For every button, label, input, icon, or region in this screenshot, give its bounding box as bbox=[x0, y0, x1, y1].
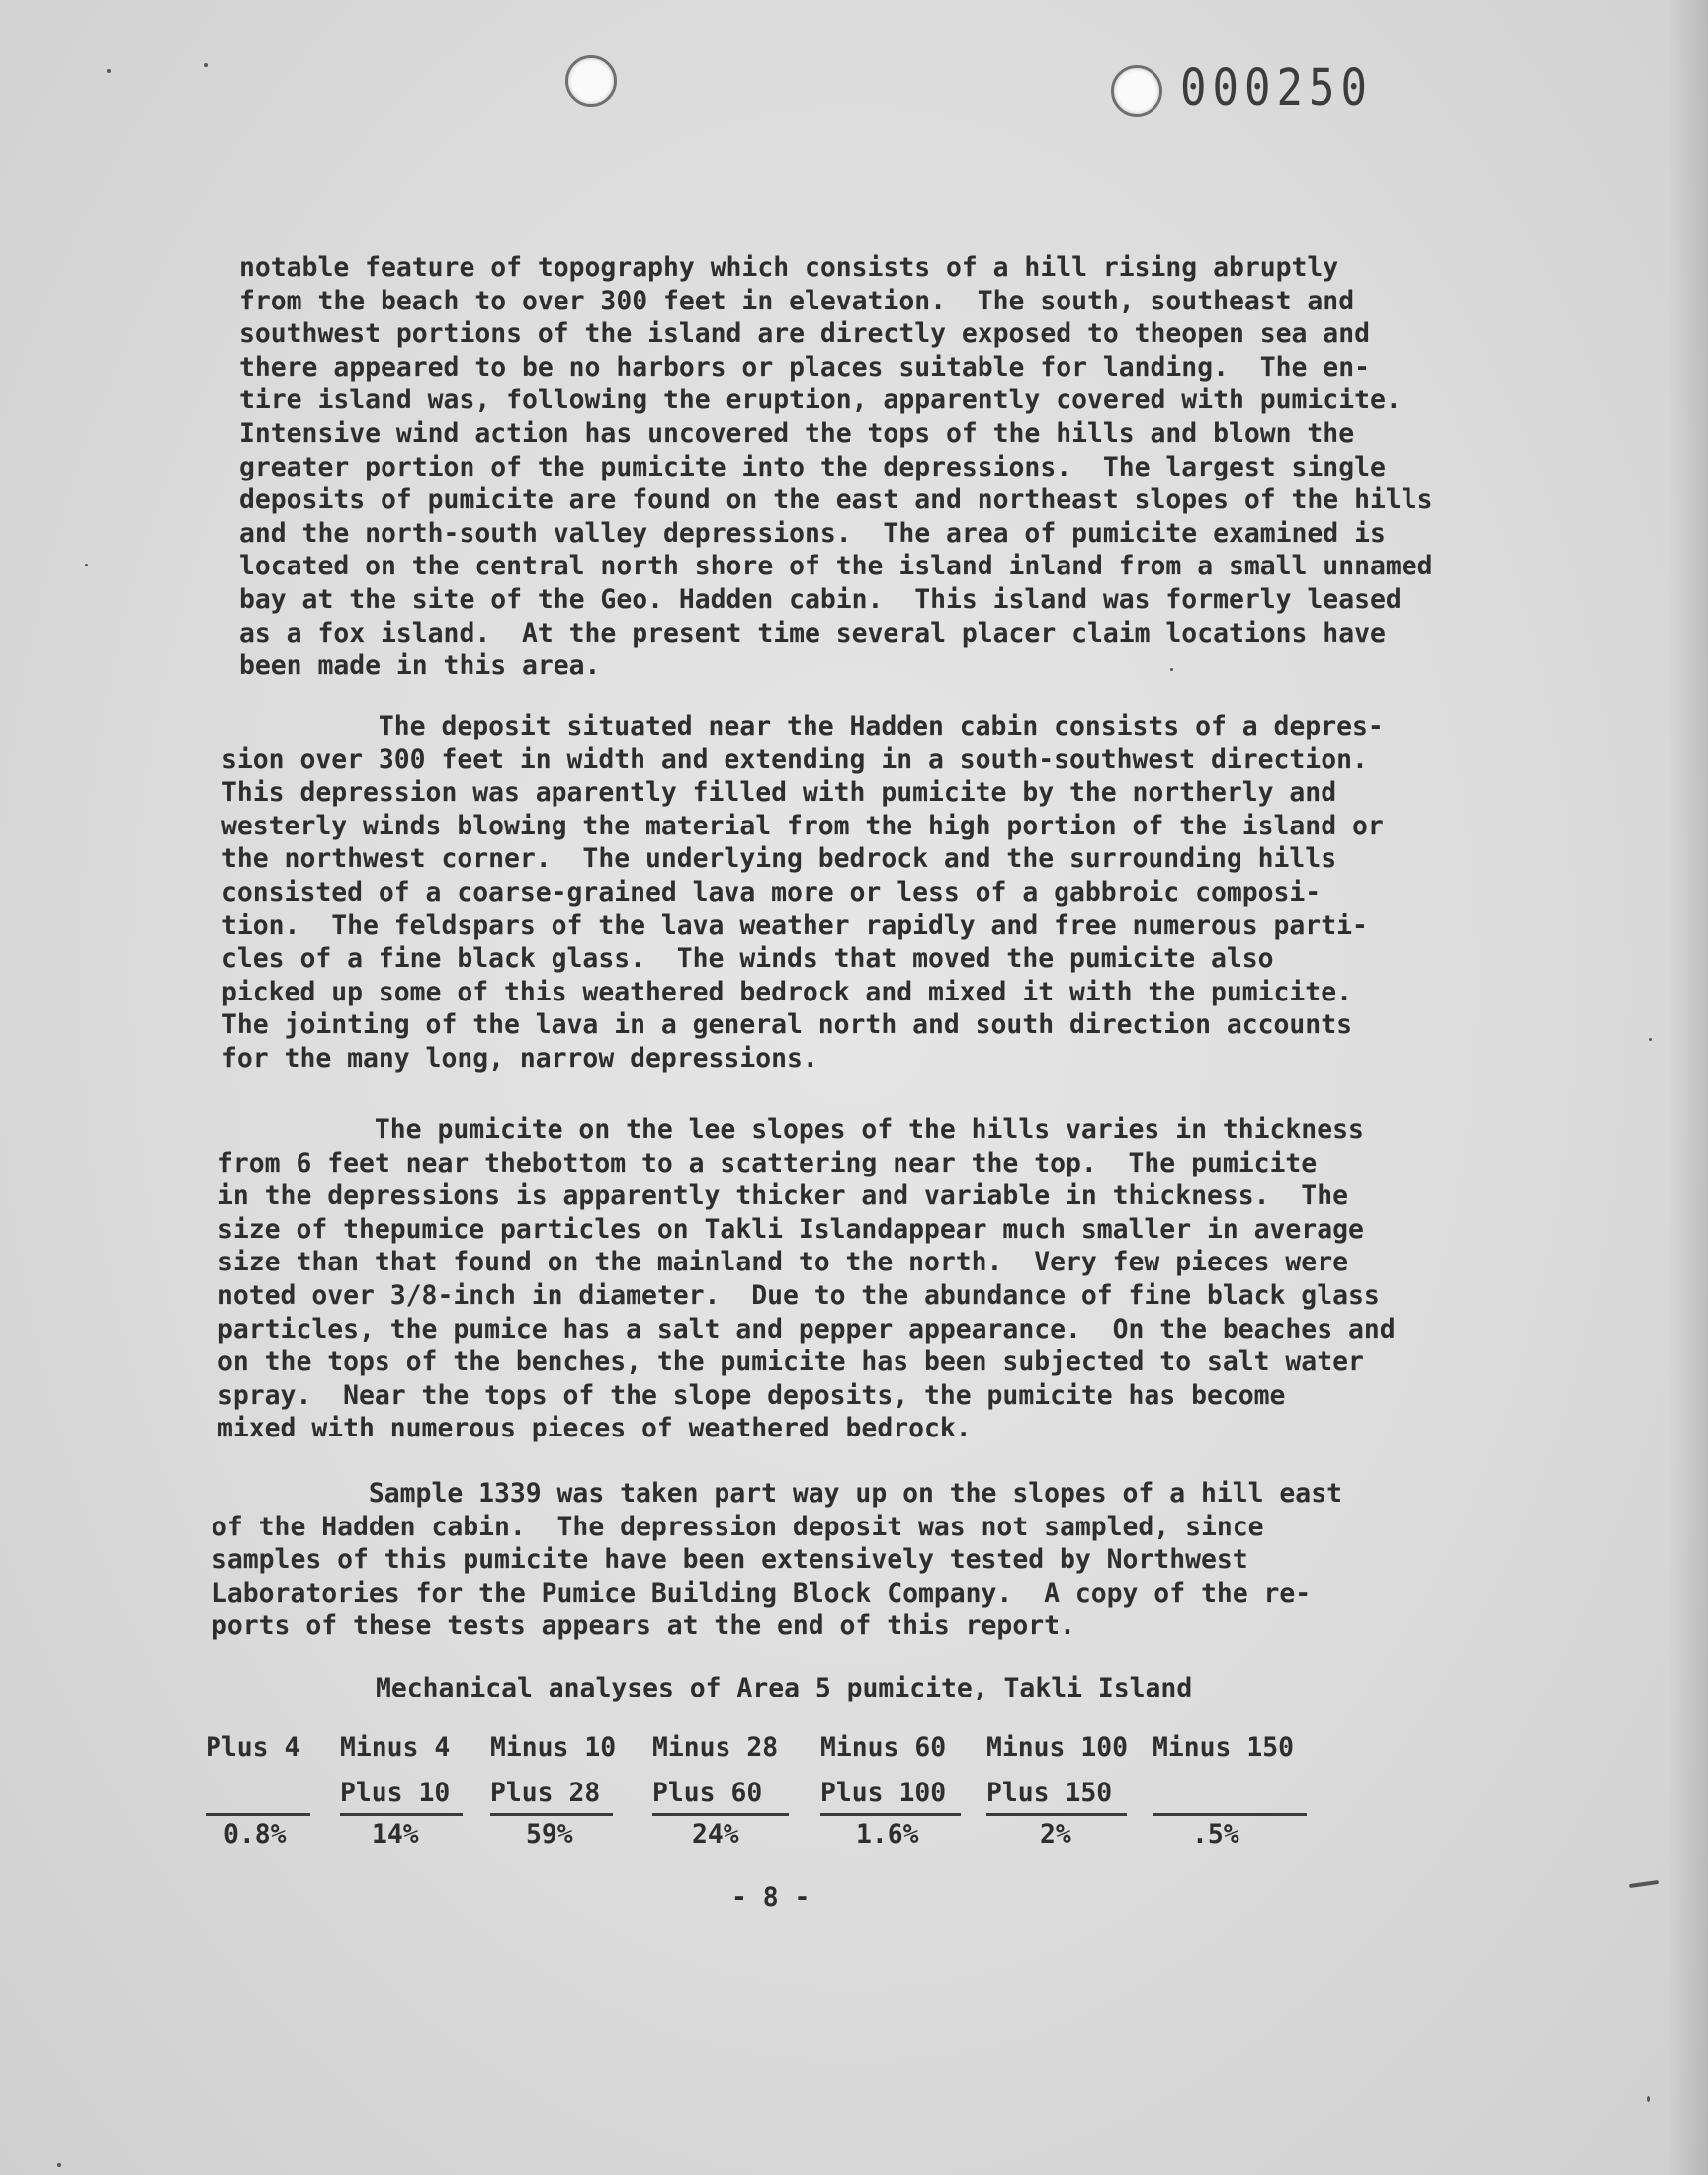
text-line: bay at the site of the Geo. Hadden cabin. This island was formerly leased bbox=[239, 583, 1402, 615]
scan-speck bbox=[1649, 1038, 1652, 1041]
page-number: - 8 - bbox=[731, 1882, 811, 1913]
column-value: 2% bbox=[1040, 1819, 1071, 1850]
text-line: noted over 3/8-inch in diameter. Due to the abundance of fine black glass bbox=[217, 1279, 1380, 1311]
paragraph-3 bbox=[217, 1113, 1396, 1445]
text-line: located on the central north shore of the island inland from a small unnamed bbox=[239, 551, 1433, 582]
column-header: Minus 4 bbox=[340, 1732, 451, 1763]
column-rule bbox=[652, 1813, 789, 1816]
column-header: Minus 60 bbox=[820, 1732, 947, 1763]
scan-mark bbox=[1629, 1880, 1659, 1888]
column-rule bbox=[206, 1813, 310, 1816]
punch-hole-right bbox=[1111, 65, 1162, 117]
text-line: The jointing of the lava in a general north and south direction accounts bbox=[221, 1009, 1352, 1041]
scan-speck bbox=[1170, 668, 1173, 671]
text-line: particles, the pumice has a salt and pepper appearance. On the beaches and bbox=[217, 1313, 1396, 1345]
text-line: on the tops of the benches, the pumicite has been subjected to salt water bbox=[217, 1347, 1364, 1378]
text-line: cles of a fine black glass. The winds that moved the pumicite also bbox=[221, 943, 1274, 975]
column-header: Plus 4 bbox=[206, 1732, 300, 1763]
text-line: tion. The feldspars of the lava weather rapidly and free numerous parti- bbox=[221, 910, 1368, 941]
column-rule bbox=[1153, 1813, 1307, 1816]
column-rule bbox=[986, 1813, 1127, 1816]
column-rule bbox=[820, 1813, 961, 1816]
scan-speck bbox=[57, 2163, 61, 2167]
text-line: deposits of pumicite are found on the east and northeast slopes of the hills bbox=[239, 484, 1433, 516]
page-edge-shadow bbox=[1668, 0, 1708, 2175]
column-value: 0.8% bbox=[223, 1819, 287, 1850]
text-line: greater portion of the pumicite into the depressions. The largest single bbox=[239, 451, 1386, 482]
text-line: the northwest corner. The underlying bedrock and the surrounding hills bbox=[221, 843, 1337, 875]
text-line: from 6 feet near thebottom to a scattering near the top. The pumicite bbox=[217, 1147, 1318, 1178]
text-line: of the Hadden cabin. The depression deposit was not sampled, since bbox=[212, 1511, 1264, 1542]
punch-hole-left bbox=[565, 55, 617, 107]
column-subheader: Plus 100 bbox=[820, 1778, 947, 1808]
text-line: been made in this area. bbox=[239, 651, 601, 682]
column-value: 24% bbox=[692, 1819, 739, 1850]
text-line: size than that found on the mainland to the north. Very few pieces were bbox=[217, 1247, 1348, 1278]
text-line: Laboratories for the Pumice Building Block Company. A copy of the re- bbox=[212, 1577, 1312, 1609]
scan-speck bbox=[204, 63, 208, 67]
text-line: Sample 1339 was taken part way up on the slopes of a hill east bbox=[212, 1478, 1342, 1509]
text-line: in the depressions is apparently thicker and variable in thickness. The bbox=[217, 1180, 1348, 1212]
text-line: as a fox island. At the present time several placer claim locations have bbox=[239, 617, 1386, 649]
text-line: sion over 300 feet in width and extending in a south-southwest direction. bbox=[221, 743, 1368, 775]
text-line: southwest portions of the island are directly exposed to theopen sea and bbox=[239, 318, 1370, 350]
table-caption: Mechanical analyses of Area 5 pumicite, Takli Island bbox=[376, 1673, 1193, 1703]
text-line: samples of this pumicite have been extensively tested by Northwest bbox=[212, 1544, 1248, 1576]
text-line: Intensive wind action has uncovered the tops of the hills and blown the bbox=[239, 417, 1355, 449]
text-line: picked up some of this weathered bedrock and mixed it with the pumicite. bbox=[221, 976, 1352, 1007]
column-header: Minus 150 bbox=[1153, 1732, 1294, 1763]
paragraph-1 bbox=[239, 251, 1433, 683]
text-line: mixed with numerous pieces of weathered bedrock. bbox=[217, 1413, 972, 1444]
text-line: westerly winds blowing the material from the high portion of the island or bbox=[221, 810, 1384, 841]
column-rule bbox=[340, 1813, 463, 1816]
column-header: Minus 100 bbox=[986, 1732, 1128, 1763]
text-line: for the many long, narrow depressions. bbox=[221, 1042, 818, 1074]
text-line: This depression was aparently filled with pumicite by the northerly and bbox=[221, 777, 1337, 809]
paragraph-2 bbox=[221, 710, 1384, 1076]
mechanical-analyses-table bbox=[206, 1732, 1323, 1851]
column-header: Minus 10 bbox=[490, 1732, 617, 1763]
document-number: 000250 bbox=[1180, 59, 1373, 118]
text-line: spray. Near the tops of the slope deposits, the pumicite has become bbox=[217, 1379, 1286, 1411]
column-subheader: Plus 60 bbox=[652, 1778, 763, 1808]
column-value: 14% bbox=[372, 1819, 419, 1850]
text-line: The deposit situated near the Hadden cabin consists of a depres- bbox=[221, 711, 1384, 741]
text-line: ports of these tests appears at the end of this report. bbox=[212, 1610, 1075, 1642]
text-line: and the north-south valley depressions. The area of pumicite examined is bbox=[239, 517, 1386, 549]
column-subheader: Plus 10 bbox=[340, 1778, 451, 1808]
column-value: .5% bbox=[1192, 1819, 1239, 1850]
column-rule bbox=[490, 1813, 613, 1816]
text-line: notable feature of topography which consists of a hill rising abruptly bbox=[239, 252, 1339, 283]
column-value: 59% bbox=[526, 1819, 573, 1850]
paragraph-4 bbox=[212, 1477, 1342, 1643]
column-subheader: Plus 150 bbox=[986, 1778, 1113, 1808]
column-header: Minus 28 bbox=[652, 1732, 779, 1763]
text-line: The pumicite on the lee slopes of the hills varies in thickness bbox=[217, 1114, 1364, 1145]
column-subheader: Plus 28 bbox=[490, 1778, 601, 1808]
scan-speck bbox=[107, 69, 111, 73]
text-line: tire island was, following the eruption, apparently covered with pumicite. bbox=[239, 385, 1402, 416]
scan-speck bbox=[85, 564, 88, 566]
text-line: there appeared to be no harbors or places suitable for landing. The en- bbox=[239, 351, 1370, 383]
text-line: consisted of a coarse-grained lava more or less of a gabbroic composi- bbox=[221, 876, 1322, 908]
text-line: size of thepumice particles on Takli Islandappear much smaller in average bbox=[217, 1213, 1364, 1245]
column-value: 1.6% bbox=[856, 1819, 919, 1850]
scan-speck bbox=[1647, 2096, 1650, 2102]
text-line: from the beach to over 300 feet in elevation. The south, southeast and bbox=[239, 285, 1355, 316]
